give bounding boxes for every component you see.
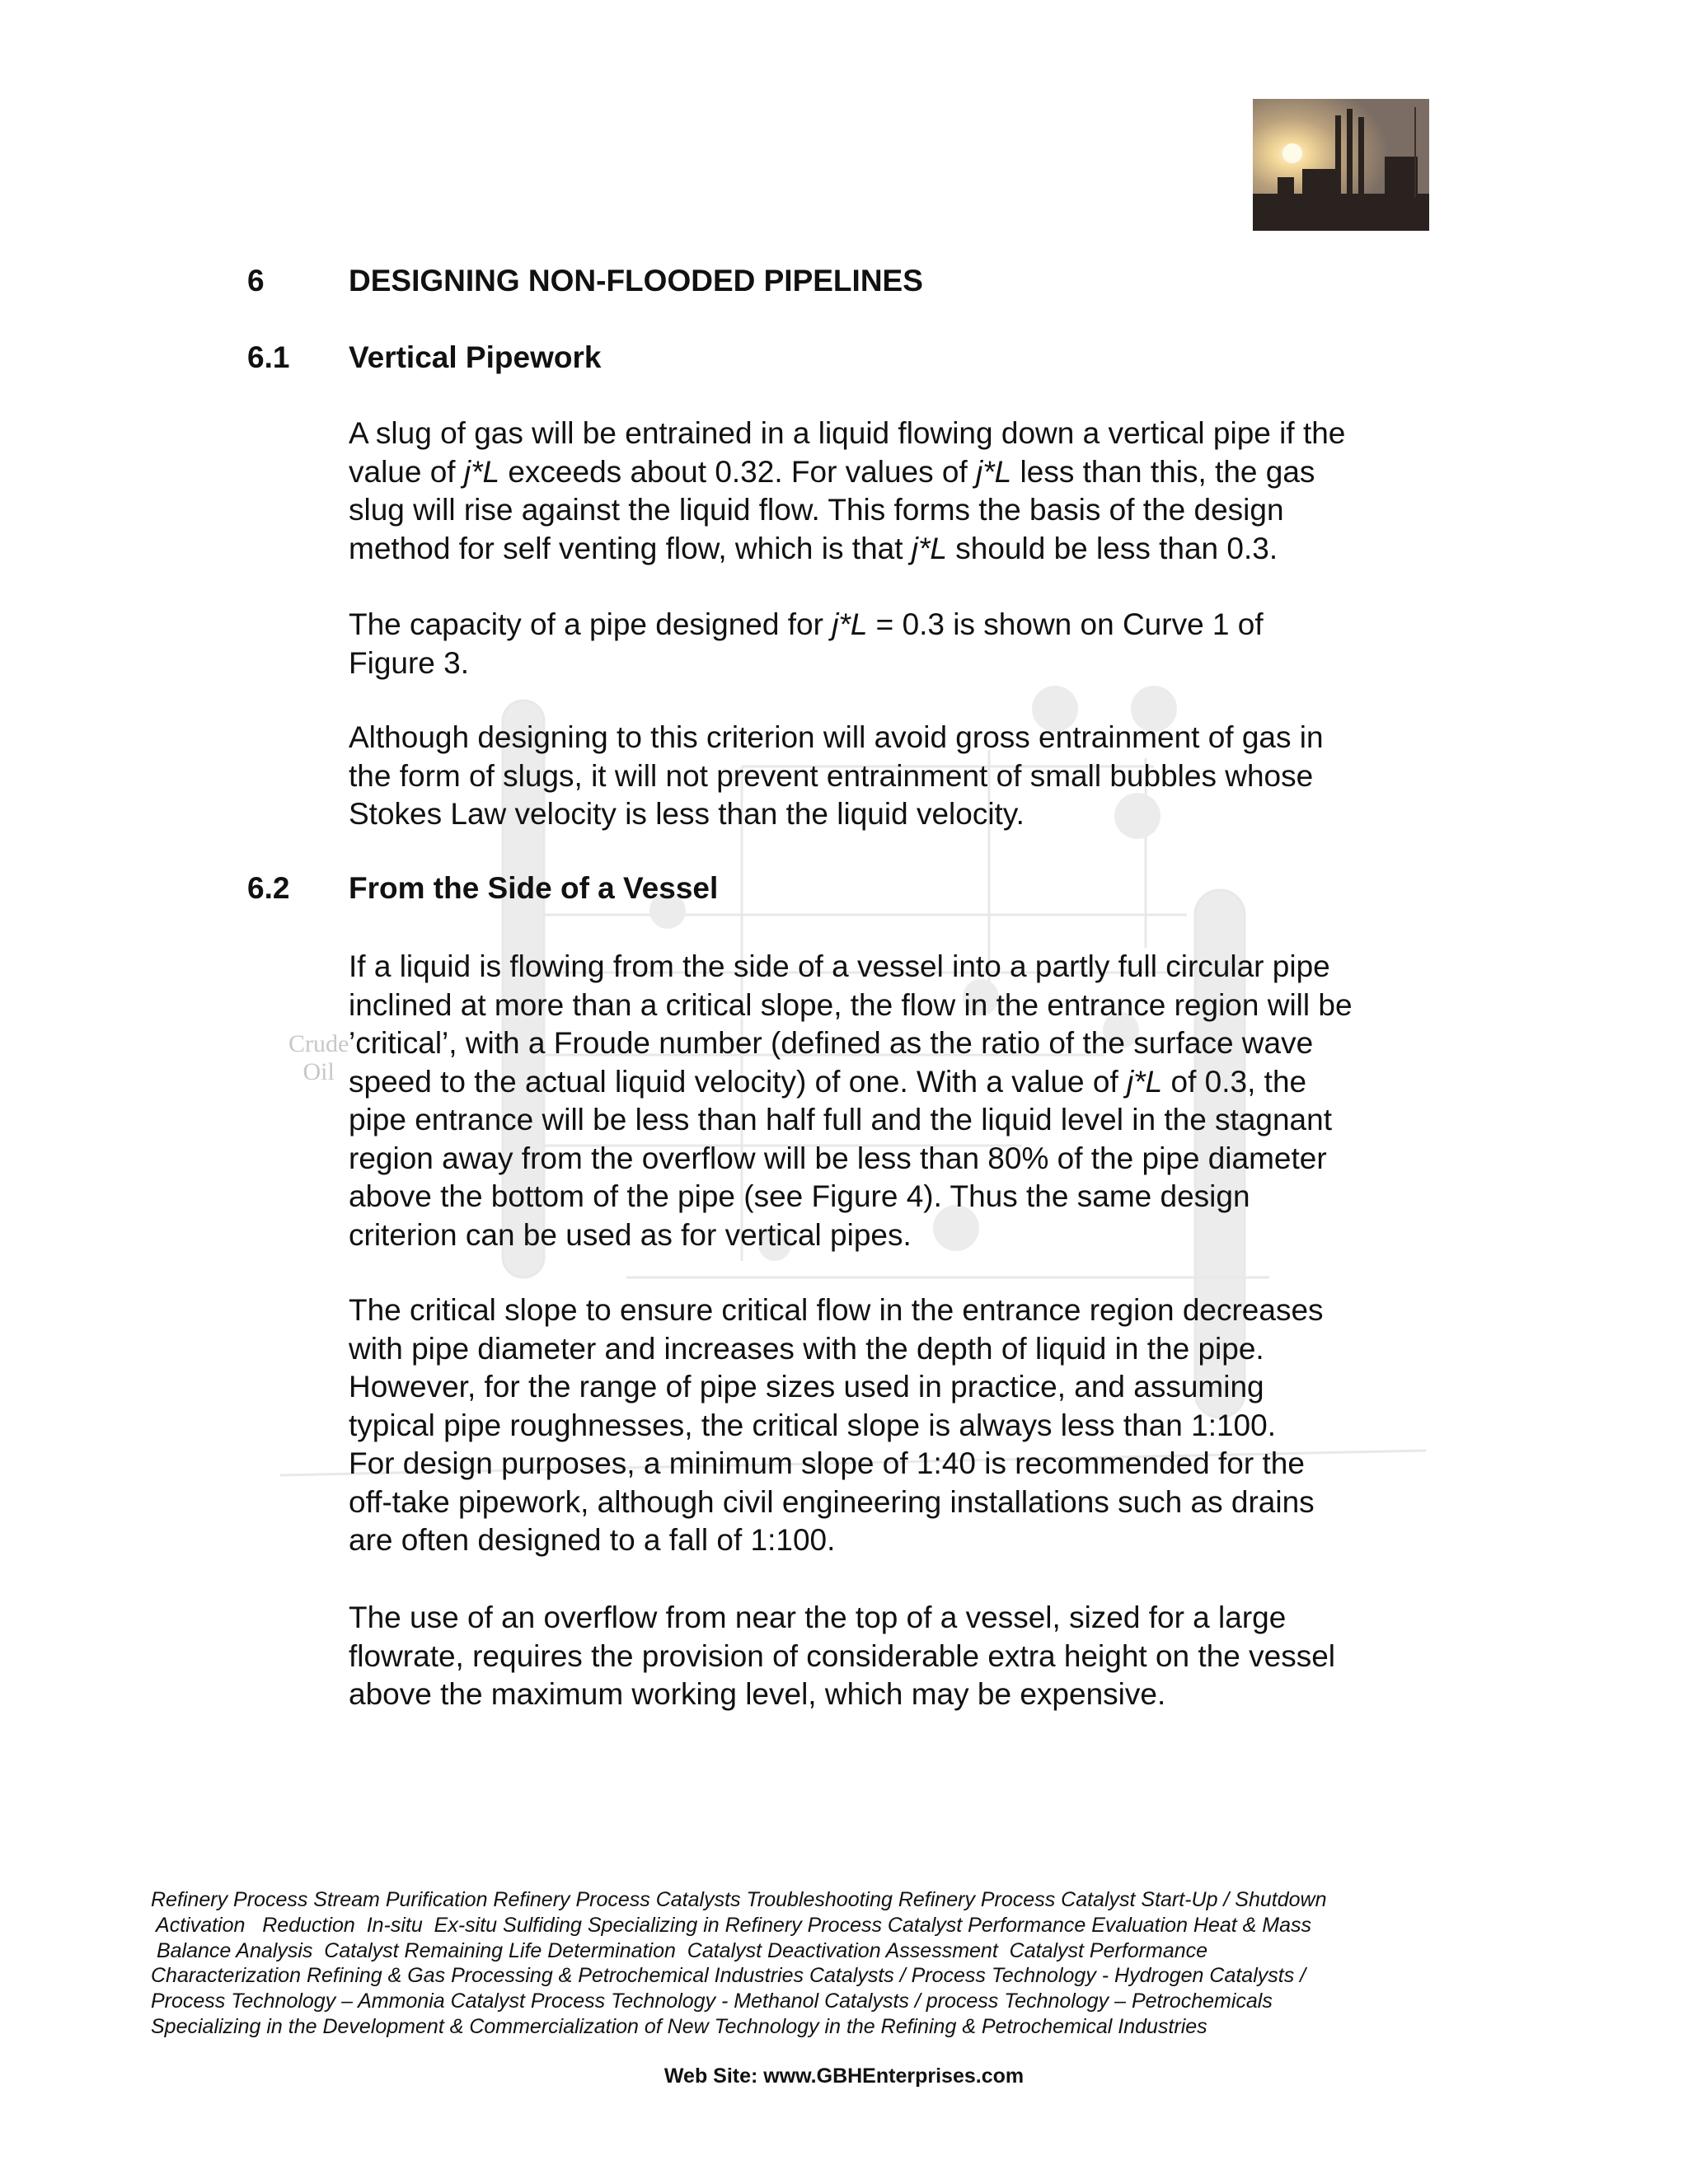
text-line: The critical slope to ensure critical flow in the entrance region decreases	[349, 1293, 1324, 1327]
text-line: above the maximum working level, which may be expensive.	[349, 1677, 1166, 1711]
subsection-title: Vertical Pipework	[349, 340, 602, 374]
footer-services-text	[151, 1887, 1601, 2040]
footer-line: Characterization Refining & Gas Processing & Petrochemical Industries Catalysts / Process Technology - Hydrogen Catalysts /	[151, 1964, 1306, 1988]
text-line: typical pipe roughnesses, the critical slope is always less than 1:100.	[349, 1408, 1276, 1442]
text-line: flowrate, requires the provision of considerable extra height on the vessel	[349, 1638, 1336, 1673]
text-line: ’critical’, with a Froude number (defined as the ratio of the surface wave	[349, 1026, 1314, 1060]
subsection-number: 6.2	[247, 871, 290, 905]
text-line: pipe entrance will be less than half full and the liquid level in the stagnant	[349, 1103, 1332, 1137]
text-line: with pipe diameter and increases with the depth of liquid in the pipe.	[349, 1331, 1264, 1366]
text-line: off-take pipework, although civil engineering installations such as drains	[349, 1484, 1315, 1519]
paragraph-vessel-3	[349, 1599, 1453, 1714]
footer-line: Balance Analysis Catalyst Remaining Life Determination Catalyst Deactivation Assessment Catalyst Performance	[151, 1938, 1208, 1962]
section-number: 6	[247, 264, 265, 298]
text-line: region away from the overflow will be less than 80% of the pipe diameter	[349, 1141, 1327, 1175]
text-line: The use of an overflow from near the top of a vessel, sized for a large	[349, 1601, 1287, 1634]
text-line: value of j*L exceeds about 0.32. For values of j*L less than this, the gas	[349, 454, 1315, 489]
website-link[interactable]: Web Site: www.GBHEnterprises.com	[663, 2064, 1025, 2088]
text-line: The capacity of a pipe designed for j*L = 0.3 is shown on Curve 1 of	[349, 607, 1264, 641]
text-line: A slug of gas will be entrained in a liquid flowing down a vertical pipe if the	[349, 416, 1346, 450]
text-line: If a liquid is flowing from the side of a vessel into a partly full circular pipe	[349, 949, 1330, 983]
text-line: the form of slugs, it will not prevent entrainment of small bubbles whose	[349, 758, 1314, 793]
text-line: are often designed to a fall of 1:100.	[349, 1523, 836, 1557]
text-line: Figure 3.	[349, 645, 470, 680]
text-line: Stokes Law velocity is less than the liquid velocity.	[349, 797, 1025, 831]
text-line: speed to the actual liquid velocity) of one. With a value of j*L of 0.3, the	[349, 1064, 1307, 1099]
paragraph-vertical-1	[349, 415, 1453, 568]
text-line: criterion can be used as for vertical pipes.	[349, 1217, 912, 1252]
text-line: slug will rise against the liquid flow. This forms the basis of the design	[349, 493, 1284, 527]
paragraph-vessel-2	[349, 1291, 1453, 1560]
footer-line: Process Technology – Ammonia Catalyst Process Technology - Methanol Catalysts / process Technology – Petrochemicals	[151, 1990, 1273, 2013]
paragraph-vertical-2	[349, 606, 1453, 682]
refinery-photo	[1253, 99, 1429, 231]
footer-line: Refinery Process Stream Purification Refinery Process Catalysts Troubleshooting Refinery Process Catalyst Start-Up / Shutdown	[151, 1888, 1327, 1911]
subsection-title: From the Side of a Vessel	[349, 871, 719, 905]
text-line: above the bottom of the pipe (see Figure 4). Thus the same design	[349, 1179, 1250, 1213]
text-line: However, for the range of pipe sizes used in practice, and assuming	[349, 1370, 1264, 1404]
footer-line: Specializing in the Development & Commercialization of New Technology in the Refining & Petrochemical Industries	[151, 2014, 1207, 2038]
text-line: Although designing to this criterion will avoid gross entrainment of gas in	[349, 720, 1324, 754]
paragraph-vertical-3	[349, 719, 1453, 834]
crude-oil-watermark-label: Crude Oil	[288, 1030, 349, 1085]
footer-line: Activation Reduction In-situ Ex-situ Sulfiding Specializing in Refinery Process Catalyst Performance Evaluation Heat & Mass	[151, 1913, 1312, 1937]
section-title: DESIGNING NON-FLOODED PIPELINES	[349, 264, 923, 298]
paragraph-vessel-1	[349, 948, 1453, 1254]
subsection-number: 6.1	[247, 340, 290, 374]
text-line: inclined at more than a critical slope, the flow in the entrance region will be	[349, 987, 1353, 1022]
text-line: For design purposes, a minimum slope of 1:40 is recommended for the	[349, 1446, 1305, 1480]
text-line: method for self venting flow, which is that j*L should be less than 0.3.	[349, 531, 1278, 565]
